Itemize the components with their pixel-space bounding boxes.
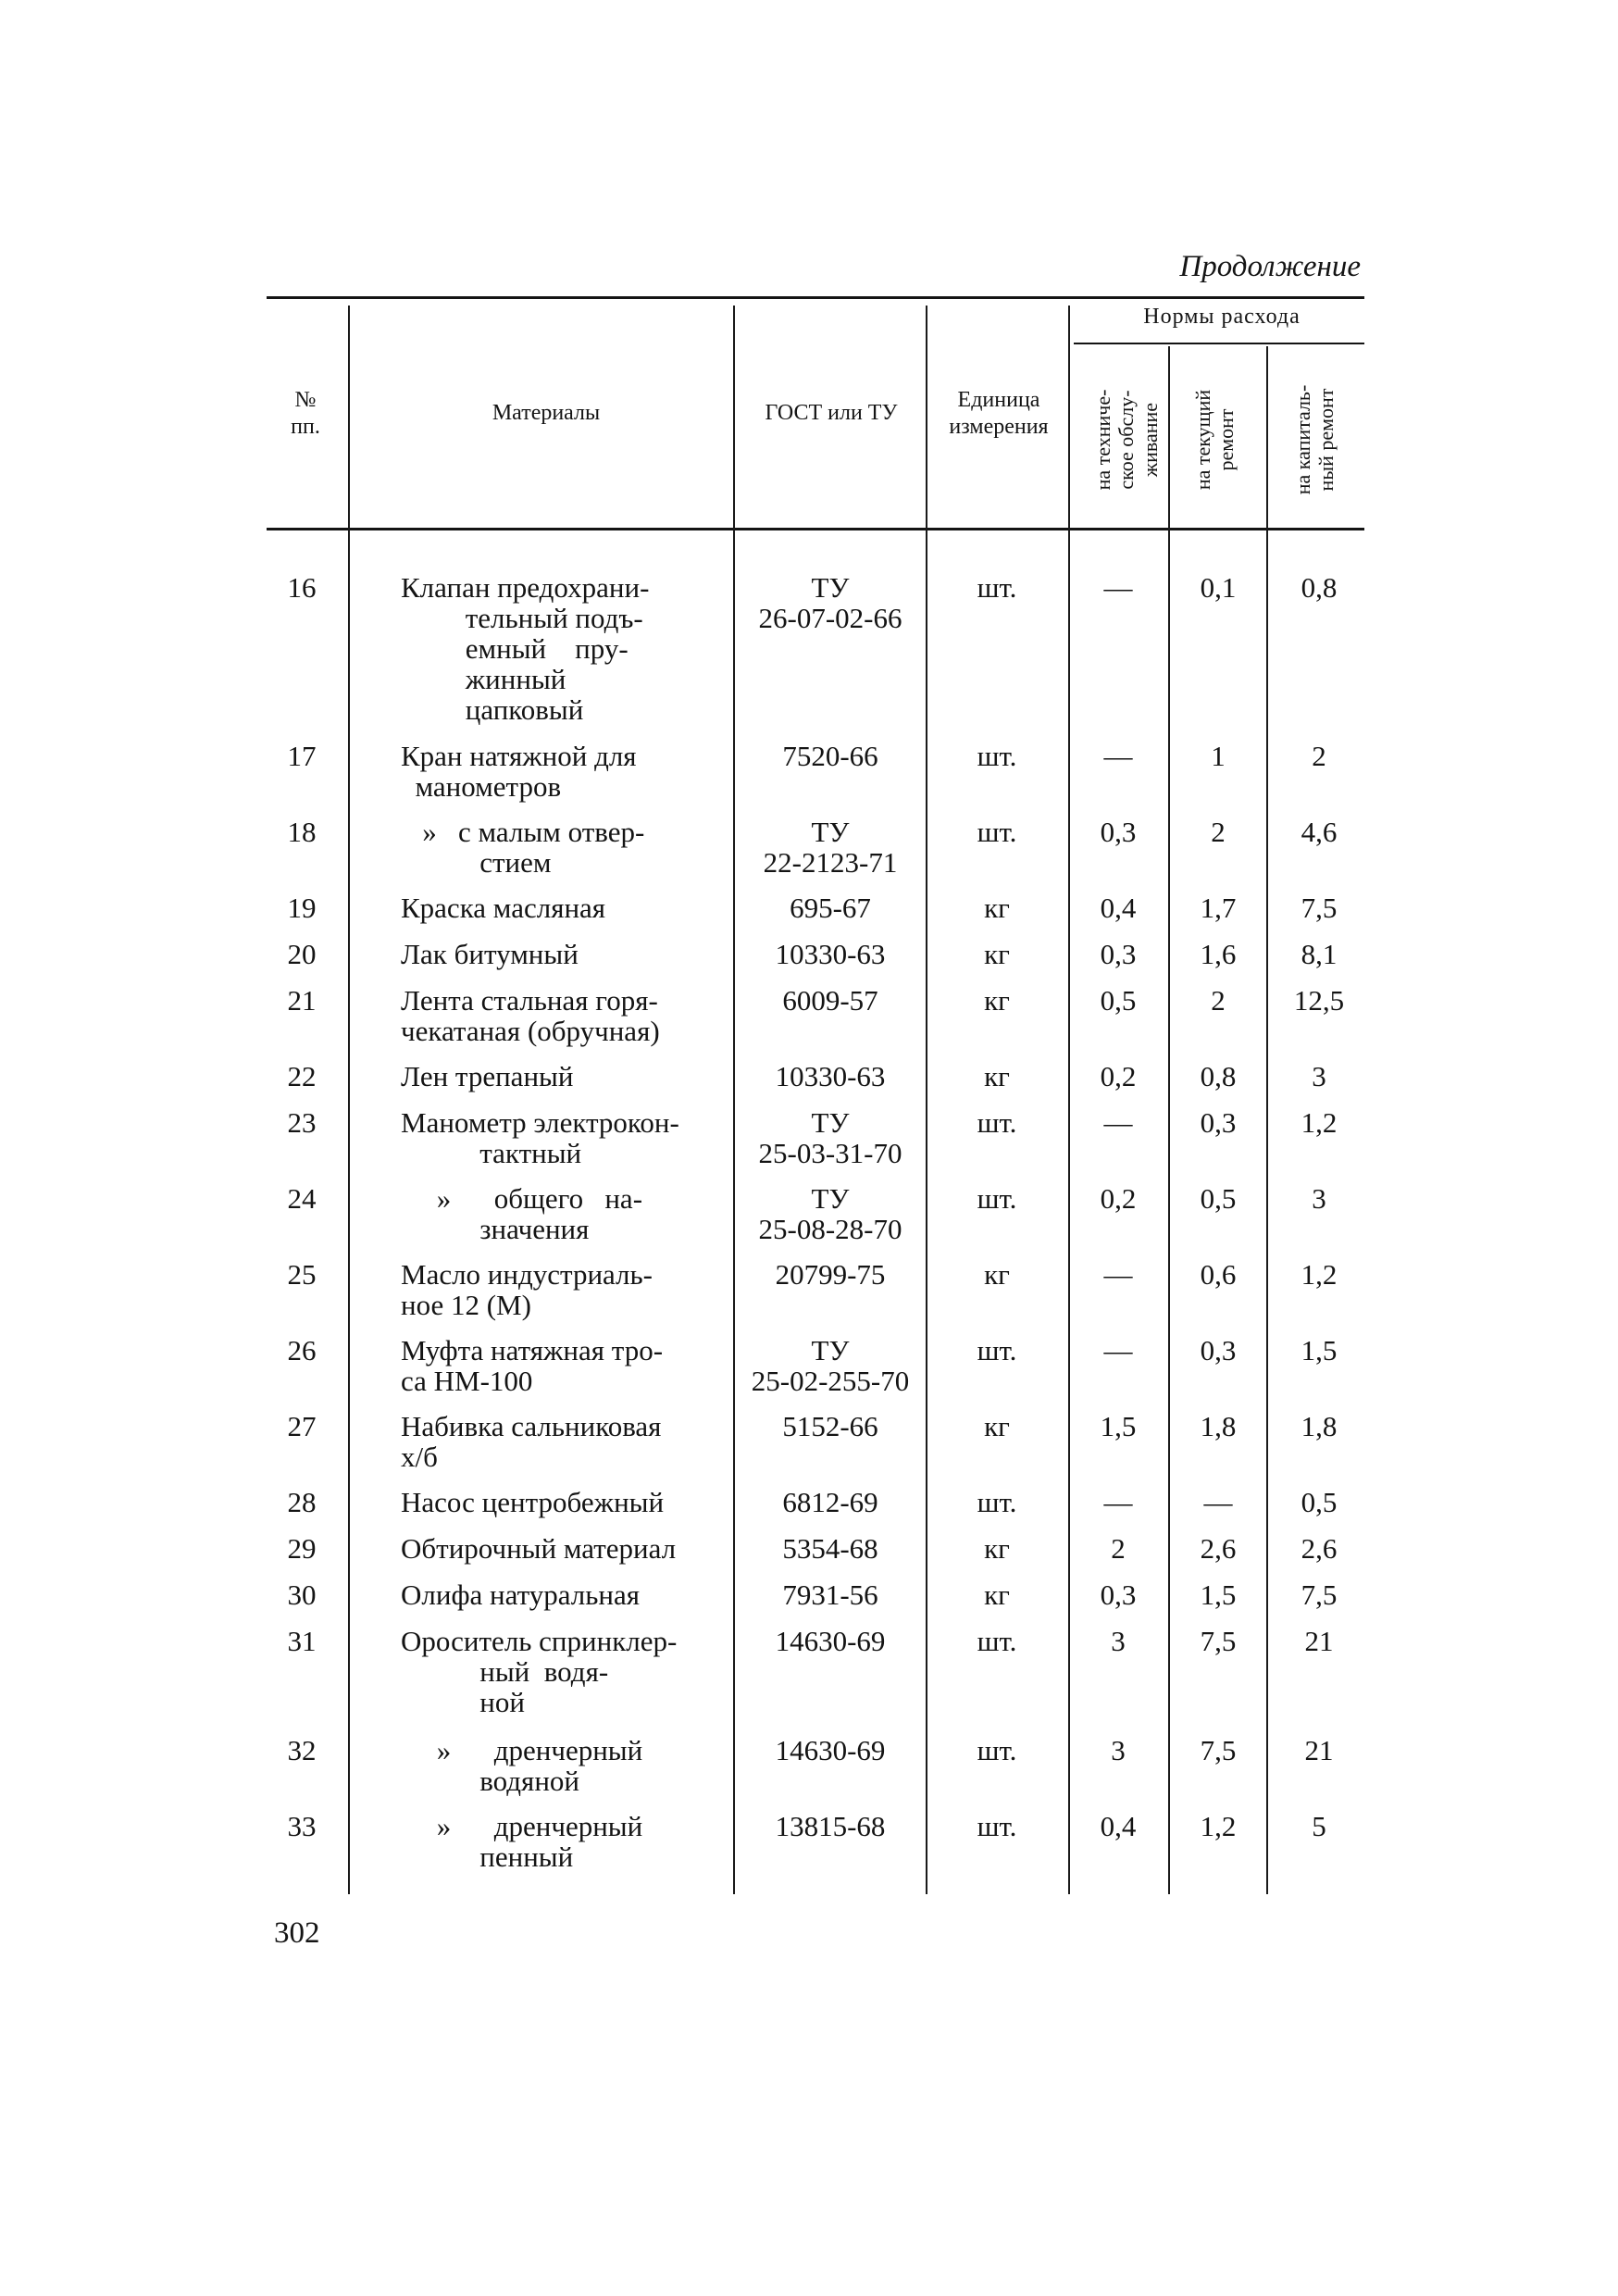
row-current-repair: 1,7	[1200, 892, 1237, 924]
row-unit: шт.	[977, 816, 1017, 848]
row-number: 25	[287, 1258, 317, 1291]
row-material: » общего на- значения	[436, 1182, 643, 1245]
row-material: Лен трепаный	[401, 1060, 574, 1092]
row-number: 24	[287, 1182, 317, 1215]
row-maintenance: 0,4	[1100, 892, 1137, 924]
row-current-repair: 0,3	[1200, 1106, 1237, 1139]
row-material: Краска масляная	[401, 892, 606, 924]
header-capital-repair: на капиталь- ный ремонт	[1291, 384, 1338, 495]
row-material: Олифа натуральная	[401, 1578, 640, 1611]
row-number: 33	[287, 1810, 317, 1842]
row-current-repair: 7,5	[1200, 1625, 1237, 1657]
row-maintenance: 0,3	[1100, 1578, 1137, 1611]
row-number: 21	[287, 984, 317, 1017]
row-gost: ТУ 25-02-255-70	[751, 1334, 910, 1397]
row-unit: кг	[984, 892, 1010, 924]
row-maintenance: —	[1103, 1258, 1133, 1291]
row-gost: 7520-66	[782, 740, 878, 772]
row-current-repair: 0,8	[1200, 1060, 1237, 1092]
row-capital-repair: 21	[1304, 1734, 1334, 1766]
row-material: Насос центробежный	[401, 1486, 665, 1518]
header-materials: Материалы	[492, 401, 601, 425]
row-number: 26	[287, 1334, 317, 1366]
row-current-repair: 1	[1211, 740, 1226, 772]
row-material: Кран натяжной для манометров	[401, 740, 637, 803]
row-gost: ТУ 25-03-31-70	[758, 1106, 902, 1169]
row-material: Манометр электрокон- тактный	[401, 1106, 679, 1169]
row-capital-repair: 1,8	[1301, 1410, 1338, 1442]
row-unit: кг	[984, 938, 1010, 970]
row-capital-repair: 0,8	[1301, 571, 1338, 604]
row-material: Масло индустриаль- ное 12 (М)	[401, 1258, 653, 1321]
row-current-repair: 1,5	[1200, 1578, 1237, 1611]
row-material: Клапан предохрани- тельный подъ- емный пру- жинный цапковый	[401, 571, 650, 726]
row-gost: ТУ 25-08-28-70	[758, 1182, 902, 1245]
row-maintenance: —	[1103, 1334, 1133, 1366]
row-unit: шт.	[977, 1106, 1017, 1139]
row-unit: шт.	[977, 571, 1017, 604]
row-number: 22	[287, 1060, 317, 1092]
header-maintenance: на техниче- ское обслу- живание	[1091, 389, 1162, 491]
row-material: » дренчерный пенный	[436, 1810, 643, 1873]
row-capital-repair: 3	[1312, 1060, 1326, 1092]
row-current-repair: 2,6	[1200, 1532, 1237, 1565]
row-number: 18	[287, 816, 317, 848]
row-material: » с малым отвер- стием	[422, 816, 645, 879]
row-material: Лак битумный	[401, 938, 579, 970]
row-number: 28	[287, 1486, 317, 1518]
row-material: Муфта натяжная тро- са НМ-100	[401, 1334, 664, 1397]
row-gost: 5152-66	[782, 1410, 878, 1442]
row-unit: кг	[984, 1258, 1010, 1291]
row-material: » дренчерный водяной	[436, 1734, 643, 1797]
row-capital-repair: 2	[1312, 740, 1326, 772]
col-rule-num	[348, 306, 350, 1894]
row-current-repair: —	[1203, 1486, 1233, 1518]
header-unit: Единица измерения	[949, 388, 1049, 439]
row-gost: 14630-69	[775, 1734, 886, 1766]
row-gost: 7931-56	[782, 1578, 878, 1611]
row-gost: 20799-75	[775, 1258, 886, 1291]
row-unit: кг	[984, 1060, 1010, 1092]
row-material: Лента стальная горя- чекатаная (обручная)	[401, 984, 660, 1047]
row-number: 17	[287, 740, 317, 772]
row-capital-repair: 1,2	[1301, 1258, 1338, 1291]
row-maintenance: —	[1103, 1486, 1133, 1518]
row-capital-repair: 2,6	[1301, 1532, 1338, 1565]
row-maintenance: 0,4	[1100, 1810, 1137, 1842]
row-maintenance: —	[1103, 1106, 1133, 1139]
row-capital-repair: 21	[1304, 1625, 1334, 1657]
row-current-repair: 7,5	[1200, 1734, 1237, 1766]
row-number: 32	[287, 1734, 317, 1766]
row-current-repair: 0,1	[1200, 571, 1237, 604]
row-current-repair: 2	[1211, 816, 1226, 848]
row-gost: ТУ 22-2123-71	[763, 816, 898, 879]
row-number: 27	[287, 1410, 317, 1442]
table-top-rule	[267, 296, 1364, 299]
row-unit: шт.	[977, 1486, 1017, 1518]
header-num: № пп.	[291, 388, 320, 439]
row-number: 31	[287, 1625, 317, 1657]
row-capital-repair: 7,5	[1301, 1578, 1338, 1611]
row-current-repair: 1,6	[1200, 938, 1237, 970]
row-number: 20	[287, 938, 317, 970]
row-capital-repair: 8,1	[1301, 938, 1338, 970]
row-material: Ороситель спринклер- ный водя- ной	[401, 1625, 678, 1718]
header-current-repair: на текущий ремонт	[1191, 389, 1238, 491]
row-current-repair: 1,2	[1200, 1810, 1237, 1842]
row-number: 29	[287, 1532, 317, 1565]
row-current-repair: 2	[1211, 984, 1226, 1017]
row-current-repair: 0,3	[1200, 1334, 1237, 1366]
row-capital-repair: 1,5	[1301, 1334, 1338, 1366]
row-current-repair: 1,8	[1200, 1410, 1237, 1442]
row-unit: шт.	[977, 740, 1017, 772]
row-maintenance: 0,5	[1100, 984, 1137, 1017]
row-gost: 6812-69	[782, 1486, 878, 1518]
row-capital-repair: 4,6	[1301, 816, 1338, 848]
row-capital-repair: 12,5	[1293, 984, 1345, 1017]
row-unit: кг	[984, 1578, 1010, 1611]
row-number: 16	[287, 571, 317, 604]
row-material: Обтирочный материал	[401, 1532, 677, 1565]
continuation-caption: Продолжение	[1179, 250, 1361, 283]
norms-group-rule	[1074, 343, 1364, 344]
row-unit: шт.	[977, 1810, 1017, 1842]
header-bottom-rule	[267, 528, 1364, 530]
row-unit: шт.	[977, 1334, 1017, 1366]
row-current-repair: 0,6	[1200, 1258, 1237, 1291]
row-maintenance: 0,2	[1100, 1182, 1137, 1215]
row-gost: 13815-68	[775, 1810, 886, 1842]
row-maintenance: 3	[1111, 1625, 1126, 1657]
row-gost: 695-67	[790, 892, 871, 924]
row-unit: шт.	[977, 1734, 1017, 1766]
row-capital-repair: 1,2	[1301, 1106, 1338, 1139]
row-maintenance: 0,2	[1100, 1060, 1137, 1092]
row-gost: 5354-68	[782, 1532, 878, 1565]
row-number: 30	[287, 1578, 317, 1611]
row-current-repair: 0,5	[1200, 1182, 1237, 1215]
row-material: Набивка сальниковая х/б	[401, 1410, 662, 1473]
page-number: 302	[274, 1916, 320, 1950]
row-maintenance: 0,3	[1100, 938, 1137, 970]
header-norms: Нормы расхода	[1143, 305, 1301, 329]
row-capital-repair: 3	[1312, 1182, 1326, 1215]
row-gost: 10330-63	[775, 938, 886, 970]
row-capital-repair: 0,5	[1301, 1486, 1338, 1518]
row-maintenance: 2	[1111, 1532, 1126, 1565]
row-unit: кг	[984, 984, 1010, 1017]
row-maintenance: 1,5	[1100, 1410, 1137, 1442]
row-gost: ТУ 26-07-02-66	[758, 571, 902, 634]
row-unit: шт.	[977, 1182, 1017, 1215]
row-maintenance: —	[1103, 740, 1133, 772]
row-number: 19	[287, 892, 317, 924]
row-unit: шт.	[977, 1625, 1017, 1657]
row-unit: кг	[984, 1532, 1010, 1565]
row-gost: 6009-57	[782, 984, 878, 1017]
row-capital-repair: 5	[1312, 1810, 1326, 1842]
row-maintenance: 0,3	[1100, 816, 1137, 848]
row-gost: 10330-63	[775, 1060, 886, 1092]
row-capital-repair: 7,5	[1301, 892, 1338, 924]
row-maintenance: —	[1103, 571, 1133, 604]
row-unit: кг	[984, 1410, 1010, 1442]
row-number: 23	[287, 1106, 317, 1139]
row-gost: 14630-69	[775, 1625, 886, 1657]
header-gost: ГОСТ или ТУ	[765, 401, 898, 425]
row-maintenance: 3	[1111, 1734, 1126, 1766]
